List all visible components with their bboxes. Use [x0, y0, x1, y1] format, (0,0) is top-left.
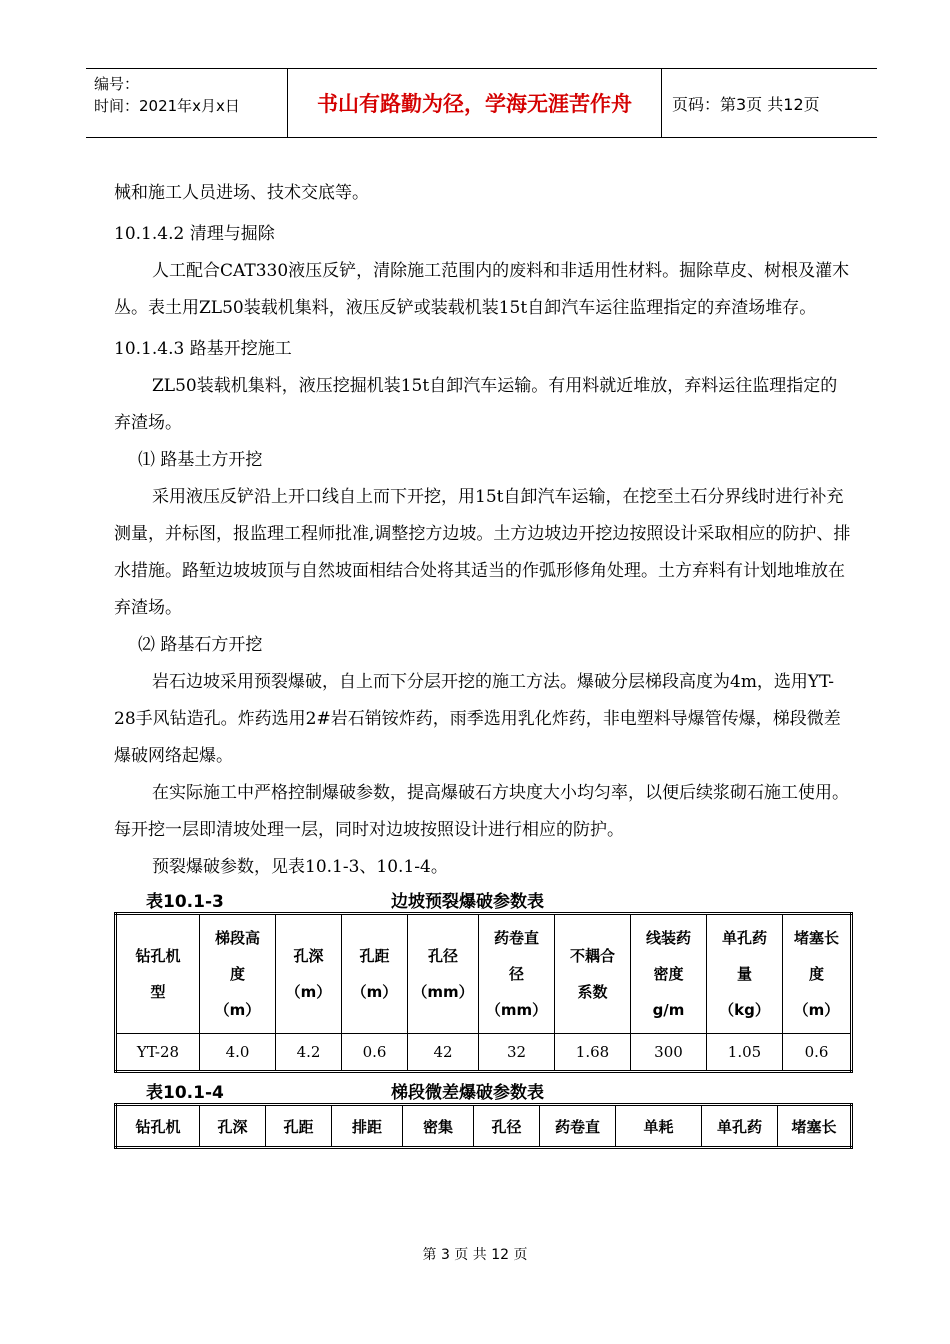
- paragraph-excavation: ZL50装载机集料，液压挖掘机装15t自卸汽车运输。有用料就近堆放，弃料运往监理指定的弃渣场。: [114, 376, 838, 433]
- table2-header-cell: 堵塞长: [778, 1105, 852, 1148]
- table1-cell: 0.6: [783, 1034, 852, 1072]
- table1-header-cell: 单孔药 量 （kg）: [707, 914, 783, 1034]
- table2-header-row: [116, 1105, 852, 1148]
- header-page-info: 页码：第3页 共12页: [672, 94, 820, 114]
- table1-header-row: [116, 914, 852, 1034]
- table1-header-cell: 梯段高 度 （m）: [200, 914, 276, 1034]
- table2-header-cell: 药卷直: [540, 1105, 616, 1148]
- table2-header-cell: 单耗: [616, 1105, 702, 1148]
- subsection-earthwork-title: ⑴ 路基土方开挖: [138, 450, 263, 470]
- table1-cell: 1.05: [707, 1034, 783, 1072]
- paragraph-rock-control: 在实际施工中严格控制爆破参数，提高爆破石方块度大小均匀率，以便后续浆砌石施工使用。每开挖一层即清坡处理一层，同时对边坡按照设计进行相应的防护。: [114, 783, 849, 840]
- subsection-rock-title: ⑵ 路基石方开挖: [138, 635, 263, 655]
- section-heading-10-1-4-3: 10.1.4.3 路基开挖施工: [114, 339, 292, 359]
- table1-cell: 0.6: [342, 1034, 408, 1072]
- paragraph-table-reference: 预裂爆破参数，见表10.1-3、10.1-4。: [152, 857, 448, 877]
- table1-cell: 300: [631, 1034, 707, 1072]
- table2-header-cell: 孔距: [266, 1105, 332, 1148]
- table1-number: 表10.1-3: [146, 892, 224, 912]
- table2-header-cell: 密集: [403, 1105, 474, 1148]
- table1-header-cell: 药卷直 径 （mm）: [479, 914, 555, 1034]
- table1-header-cell: 孔距 （m）: [342, 914, 408, 1034]
- header-motto: 书山有路勤为径，学海无涯苦作舟: [288, 69, 662, 137]
- section-heading-10-1-4-2: 10.1.4.2 清理与掘除: [114, 224, 275, 244]
- table1-header-cell: 孔深 （m）: [276, 914, 342, 1034]
- table2-header-cell: 钻孔机: [116, 1105, 200, 1148]
- document-date: 时间：2021年x月x日: [94, 97, 240, 115]
- header-meta: [86, 69, 288, 137]
- table1-header-cell: 钻孔机 型: [116, 914, 200, 1034]
- table1-title: 边坡预裂爆破参数表: [391, 892, 544, 912]
- table1-header-cell: 线装药 密度 g/m: [631, 914, 707, 1034]
- paragraph-rock-blasting: 岩石边坡采用预裂爆破，自上而下分层开挖的施工方法。爆破分层梯段高度为4m，选用YT-28手风钻造孔。炸药选用2#岩石销铵炸药，雨季选用乳化炸药，非电塑料导爆管传爆，梯段微差爆破网络起爆。: [114, 672, 841, 766]
- table2-caption: [114, 1077, 852, 1103]
- table2-header-cell: 排距: [332, 1105, 403, 1148]
- page-footer: 第 3 页 共 12 页: [422, 1247, 528, 1263]
- table1-cell: 4.0: [200, 1034, 276, 1072]
- table1-header-cell: 不耦合 系数: [555, 914, 631, 1034]
- paragraph-clearing: 人工配合CAT330液压反铲，清除施工范围内的废料和非适用性材料。掘除草皮、树根及灌木丛。表土用ZL50装载机集料，液压反铲或装载机装15t自卸汽车运往监理指定的弃渣场堆存。: [114, 261, 850, 318]
- presplit-blasting-table: [114, 912, 853, 1073]
- bench-blasting-table: [114, 1103, 853, 1149]
- table1-header-cell: 堵塞长 度 （m）: [783, 914, 852, 1034]
- table1-caption: [114, 886, 852, 912]
- table2-header-cell: 孔深: [200, 1105, 266, 1148]
- table1-cell: 1.68: [555, 1034, 631, 1072]
- table1-cell: 32: [479, 1034, 555, 1072]
- paragraph-earthwork: 采用液压反铲沿上开口线自上而下开挖，用15t自卸汽车运输，在挖至土石分界线时进行补充测量，并标图，报监理工程师批准,调整挖方边坡。土方边坡边开挖边按照设计采取相应的防护、排水措施。路堑边坡坡顶与自然坡面相结合处将其适当的作弧形修角处理。土方弃料有计划地堆放在弃渣场。: [114, 487, 851, 618]
- table1-header-cell: 孔径 （mm）: [408, 914, 479, 1034]
- table2-title: 梯段微差爆破参数表: [391, 1083, 544, 1103]
- document-body: [114, 175, 852, 1149]
- table1-cell: YT-28: [116, 1034, 200, 1072]
- table2-header-cell: 单孔药: [702, 1105, 778, 1148]
- table2-number: 表10.1-4: [146, 1083, 224, 1103]
- table1-cell: 42: [408, 1034, 479, 1072]
- page-header: [86, 68, 877, 138]
- table1-cell: 4.2: [276, 1034, 342, 1072]
- table1-data-row: [116, 1034, 852, 1072]
- document-number-label: 编号：: [94, 75, 140, 93]
- table2-header-cell: 孔径: [474, 1105, 540, 1148]
- paragraph-continued: 械和施工人员进场、技术交底等。: [114, 183, 369, 203]
